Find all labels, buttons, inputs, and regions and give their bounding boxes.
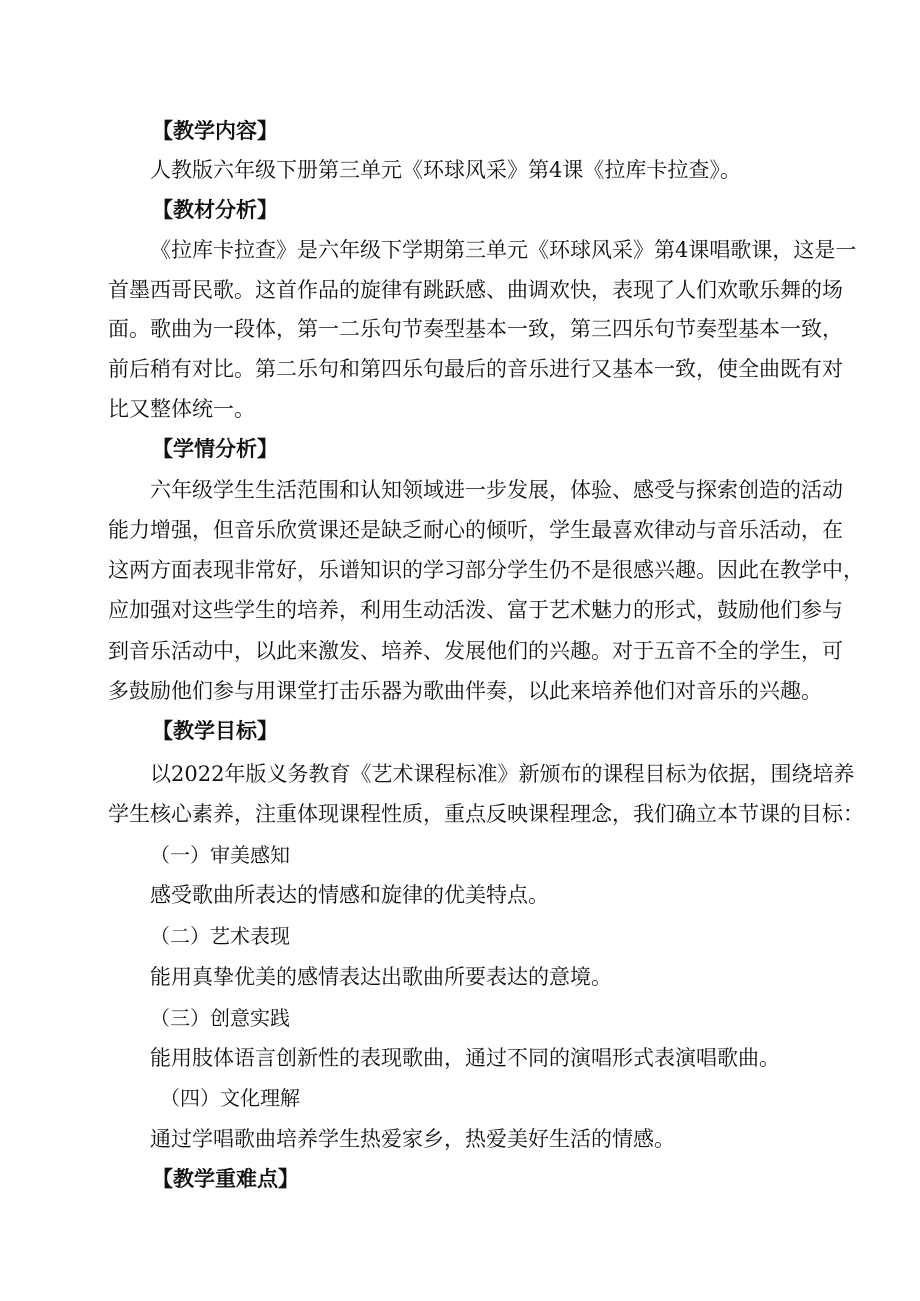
goal-title-practice: （三）创意实践 xyxy=(150,1006,290,1030)
students-line: 这两方面表现非常好，乐谱知识的学习部分学生仍不是很感兴趣。因此在教学中， xyxy=(108,558,864,582)
goals-intro-line: 以2022年版义务教育《艺术课程标准》新颁布的课程目标为依据，围绕培养 xyxy=(150,762,855,786)
students-line: 到音乐活动中，以此来激发、培养、发展他们的兴趣。对于五音不全的学生，可 xyxy=(108,639,843,663)
goals-intro-line: 学生核心素养，注重体现课程性质，重点反映课程理念，我们确立本节课的目标： xyxy=(108,802,864,826)
material-line: 前后稍有对比。第二乐句和第四乐句最后的音乐进行又基本一致，使全曲既有对 xyxy=(108,357,843,381)
goal-text-culture: 通过学唱歌曲培养学生热爱家乡，热爱美好生活的情感。 xyxy=(150,1127,675,1151)
material-line: 《拉库卡拉查》是六年级下学期第三单元《环球风采》第4课唱歌课，这是一 xyxy=(150,238,857,262)
students-line: 应加强对这些学生的培养，利用生动活泼、富于艺术魅力的形式，鼓励他们参与 xyxy=(108,598,843,622)
material-line: 比又整体统一。 xyxy=(108,397,255,421)
students-line: 多鼓励他们参与用课堂打击乐器为歌曲伴奏，以此来培养他们对音乐的兴趣。 xyxy=(108,679,822,703)
section-heading-students: 【学情分析】 xyxy=(152,437,278,461)
material-line: 首墨西哥民歌。这首作品的旋律有跳跃感、曲调欢快，表现了人们欢歌乐舞的场 xyxy=(108,278,843,302)
goal-title-expression: （二）艺术表现 xyxy=(150,924,290,948)
section-heading-content: 【教学内容】 xyxy=(152,119,278,143)
content-text: 人教版六年级下册第三单元《环球风采》第4课《拉库卡拉查》。 xyxy=(150,158,741,182)
goal-title-aesthetic: （一）审美感知 xyxy=(150,843,290,867)
goal-text-expression: 能用真挚优美的感情表达出歌曲所要表达的意境。 xyxy=(150,965,612,989)
section-heading-goals: 【教学目标】 xyxy=(152,719,278,743)
students-line: 六年级学生生活范围和认知领域进一步发展，体验、感受与探索创造的活动 xyxy=(150,478,843,502)
section-heading-material: 【教材分析】 xyxy=(152,198,278,222)
goal-title-culture: （四）文化理解 xyxy=(160,1086,300,1110)
material-line: 面。歌曲为一段体，第一二乐句节奏型基本一致，第三四乐句节奏型基本一致， xyxy=(108,317,843,341)
goal-text-practice: 能用肢体语言创新性的表现歌曲，通过不同的演唱形式表演唱歌曲。 xyxy=(150,1046,780,1070)
section-heading-keypoints: 【教学重难点】 xyxy=(152,1167,299,1191)
students-line: 能力增强，但音乐欣赏课还是缺乏耐心的倾听，学生最喜欢律动与音乐活动，在 xyxy=(108,518,843,542)
goal-text-aesthetic: 感受歌曲所表达的情感和旋律的优美特点。 xyxy=(150,883,549,907)
